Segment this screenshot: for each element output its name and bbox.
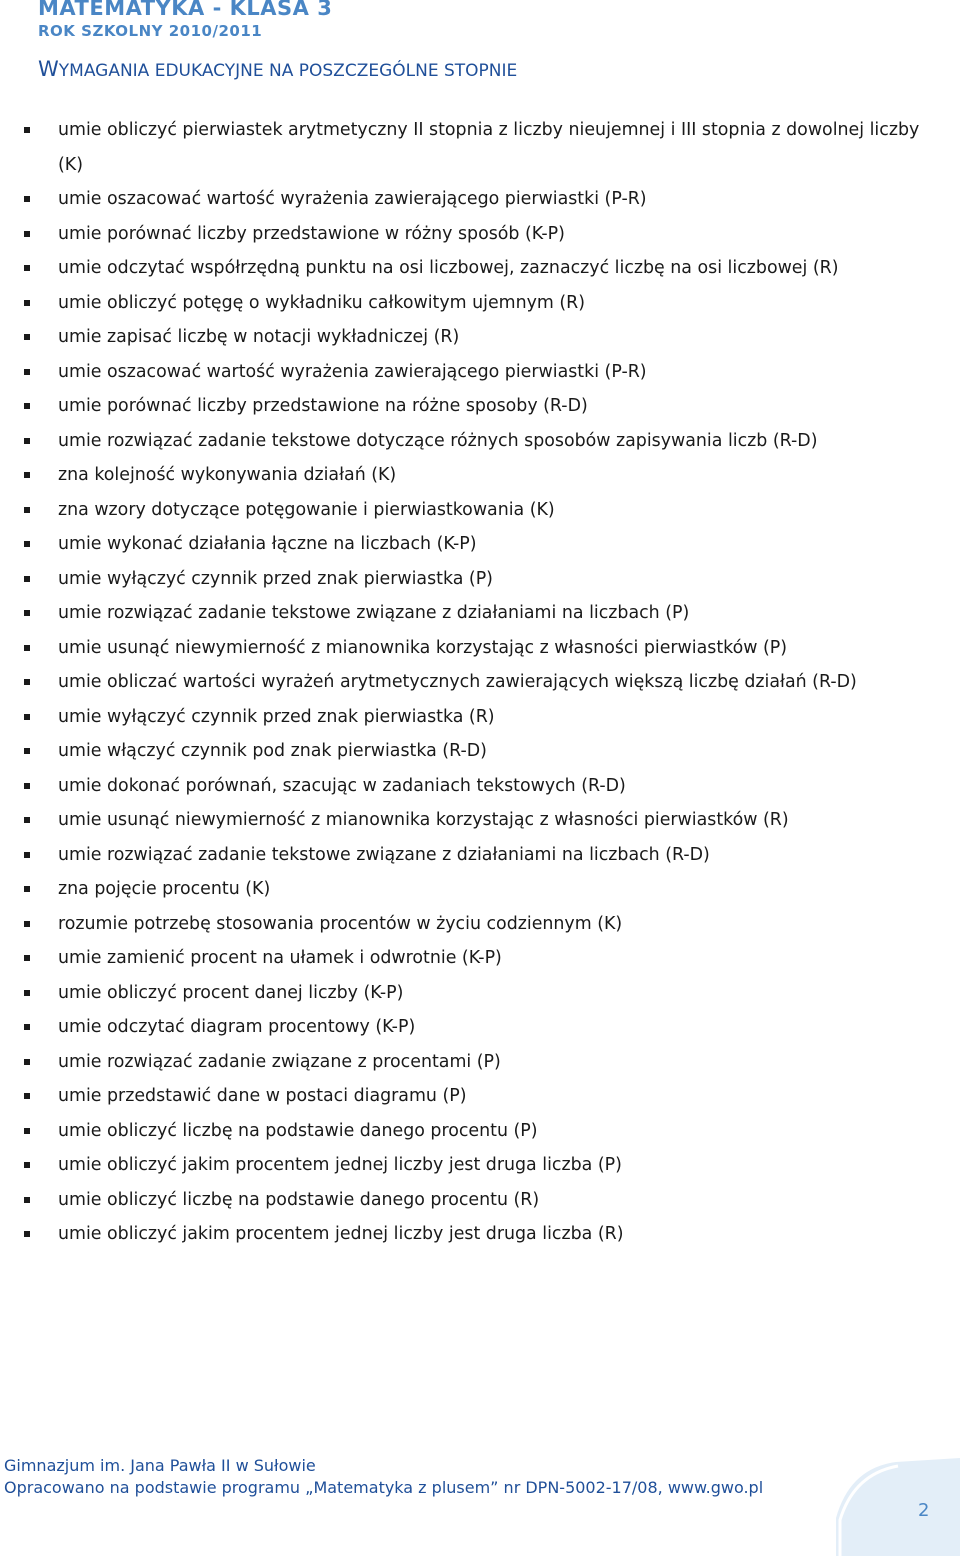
requirement-text: umie obliczyć jakim procentem jednej liczby jest druga liczba (R) xyxy=(58,1224,624,1244)
square-bullet-icon xyxy=(24,576,30,582)
requirement-item xyxy=(0,1079,960,1114)
square-bullet-icon xyxy=(24,1197,30,1203)
requirement-text: umie obliczać wartości wyrażeń arytmetycznych zawierających większą liczbę działań (R-D) xyxy=(58,672,857,692)
requirement-item xyxy=(0,734,960,769)
requirement-text: umie zamienić procent na ułamek i odwrotnie (K-P) xyxy=(58,948,502,968)
requirement-text: umie porównać liczby przedstawione w różny sposób (K-P) xyxy=(58,223,565,244)
requirement-item xyxy=(0,493,960,528)
requirement-item xyxy=(0,527,960,562)
requirement-item xyxy=(0,1045,960,1080)
requirement-text: umie oszacować wartość wyrażenia zawierającego pierwiastki (P-R) xyxy=(58,189,647,209)
page-number: 2 xyxy=(918,1500,930,1521)
requirement-item xyxy=(0,596,960,631)
square-bullet-icon xyxy=(24,852,30,858)
section-heading-initial: W xyxy=(38,57,59,81)
footer-school: Gimnazjum im. Jana Pawła II w Sułowie xyxy=(4,1456,316,1475)
requirement-text: umie obliczyć pierwiastek arytmetyczny II stopnia z liczby nieujemnej i III stopnia z dowolnej liczby (K) xyxy=(58,120,920,175)
requirement-text: zna wzory dotyczące potęgowanie i pierwiastkowania (K) xyxy=(58,499,555,520)
requirement-item xyxy=(0,458,960,493)
requirement-item xyxy=(0,389,960,424)
requirement-item xyxy=(0,700,960,735)
requirement-text: umie usunąć niewymierność z mianownika korzystając z własności pierwiastków (P) xyxy=(58,637,788,658)
requirement-item xyxy=(0,1183,960,1218)
requirement-text: umie porównać liczby przedstawione na różne sposoby (R-D) xyxy=(58,396,588,416)
page-badge-shape xyxy=(836,1458,960,1556)
square-bullet-icon xyxy=(24,438,30,444)
square-bullet-icon xyxy=(24,679,30,685)
section-heading-rest: YMAGANIA EDUKACYJNE NA POSZCZEGÓLNE STOPNIE xyxy=(58,61,518,81)
square-bullet-icon xyxy=(24,921,30,927)
requirement-text: umie rozwiązać zadanie tekstowe związane z działaniami na liczbach (P) xyxy=(58,603,690,623)
requirement-text: umie obliczyć liczbę na podstawie danego procentu (P) xyxy=(58,1120,538,1141)
footer-source: Opracowano na podstawie programu „Matematyka z plusem” nr DPN-5002-17/08, www.gwo.pl xyxy=(4,1478,764,1497)
square-bullet-icon xyxy=(24,231,30,237)
requirement-text: umie odczytać współrzędną punktu na osi liczbowej, zaznaczyć liczbę na osi liczbowej (R) xyxy=(58,258,839,278)
square-bullet-icon xyxy=(24,748,30,754)
square-bullet-icon xyxy=(24,265,30,271)
square-bullet-icon xyxy=(24,334,30,340)
requirement-item xyxy=(0,1114,960,1149)
requirement-item xyxy=(0,251,960,286)
square-bullet-icon xyxy=(24,1128,30,1134)
page-number-badge xyxy=(836,1458,960,1556)
square-bullet-icon xyxy=(24,507,30,513)
requirement-text: umie wyłączyć czynnik przed znak pierwiastka (R) xyxy=(58,706,495,727)
square-bullet-icon xyxy=(24,1024,30,1030)
square-bullet-icon xyxy=(24,1093,30,1099)
requirement-text: umie wykonać działania łączne na liczbach (K-P) xyxy=(58,534,477,554)
square-bullet-icon xyxy=(24,955,30,961)
square-bullet-icon xyxy=(24,1231,30,1237)
requirement-text: umie obliczyć liczbę na podstawie danego procentu (R) xyxy=(58,1189,540,1210)
square-bullet-icon xyxy=(24,886,30,892)
square-bullet-icon xyxy=(24,645,30,651)
square-bullet-icon xyxy=(24,714,30,720)
square-bullet-icon xyxy=(24,196,30,202)
requirement-item xyxy=(0,182,960,217)
requirement-item xyxy=(0,976,960,1011)
square-bullet-icon xyxy=(24,403,30,409)
section-heading xyxy=(38,57,517,81)
requirement-item xyxy=(0,1217,960,1252)
square-bullet-icon xyxy=(24,990,30,996)
requirement-text: umie wyłączyć czynnik przed znak pierwiastka (P) xyxy=(58,568,493,589)
requirements-list xyxy=(0,113,960,1252)
requirement-text: umie odczytać diagram procentowy (K-P) xyxy=(58,1017,416,1037)
requirement-text: rozumie potrzebę stosowania procentów w życiu codziennym (K) xyxy=(58,913,623,934)
requirement-text: umie oszacować wartość wyrażenia zawierającego pierwiastki (P-R) xyxy=(58,361,647,382)
requirement-text: umie zapisać liczbę w notacji wykładniczej (R) xyxy=(58,327,460,347)
square-bullet-icon xyxy=(24,610,30,616)
document-title: MATEMATYKA - KLASA 3 xyxy=(38,0,333,20)
requirement-text: umie obliczyć potęgę o wykładniku całkowitym ujemnym (R) xyxy=(58,292,586,313)
school-year: ROK SZKOLNY 2010/2011 xyxy=(38,22,263,40)
requirement-item xyxy=(0,907,960,942)
requirement-item xyxy=(0,217,960,252)
requirement-text: umie rozwiązać zadanie tekstowe dotyczące różnych sposobów zapisywania liczb (R-D) xyxy=(58,430,818,451)
requirement-text: umie usunąć niewymierność z mianownika korzystając z własności pierwiastków (R) xyxy=(58,810,789,830)
requirement-item xyxy=(0,355,960,390)
requirement-item xyxy=(0,803,960,838)
requirement-item xyxy=(0,1010,960,1045)
requirement-item xyxy=(0,1148,960,1183)
square-bullet-icon xyxy=(24,300,30,306)
requirement-text: umie przedstawić dane w postaci diagramu (P) xyxy=(58,1086,467,1106)
square-bullet-icon xyxy=(24,817,30,823)
requirement-item xyxy=(0,424,960,459)
square-bullet-icon xyxy=(24,127,30,133)
square-bullet-icon xyxy=(24,369,30,375)
square-bullet-icon xyxy=(24,472,30,478)
requirement-item xyxy=(0,631,960,666)
requirement-text: zna pojęcie procentu (K) xyxy=(58,879,271,899)
requirement-item xyxy=(0,320,960,355)
requirement-text: umie dokonać porównań, szacując w zadaniach tekstowych (R-D) xyxy=(58,775,626,796)
requirement-text: umie obliczyć procent danej liczby (K-P) xyxy=(58,982,404,1003)
requirement-item xyxy=(0,838,960,873)
square-bullet-icon xyxy=(24,783,30,789)
requirement-item xyxy=(0,665,960,700)
requirement-item xyxy=(0,769,960,804)
requirement-item xyxy=(0,562,960,597)
requirement-text: umie rozwiązać zadanie związane z procentami (P) xyxy=(58,1051,501,1072)
requirement-item xyxy=(0,286,960,321)
requirement-text: umie obliczyć jakim procentem jednej liczby jest druga liczba (P) xyxy=(58,1155,622,1175)
square-bullet-icon xyxy=(24,1059,30,1065)
requirement-text: zna kolejność wykonywania działań (K) xyxy=(58,465,397,485)
requirement-text: umie włączyć czynnik pod znak pierwiastka (R-D) xyxy=(58,741,487,761)
requirement-item xyxy=(0,113,960,182)
square-bullet-icon xyxy=(24,1162,30,1168)
requirement-item xyxy=(0,941,960,976)
requirement-item xyxy=(0,872,960,907)
square-bullet-icon xyxy=(24,541,30,547)
requirement-text: umie rozwiązać zadanie tekstowe związane z działaniami na liczbach (R-D) xyxy=(58,844,710,865)
